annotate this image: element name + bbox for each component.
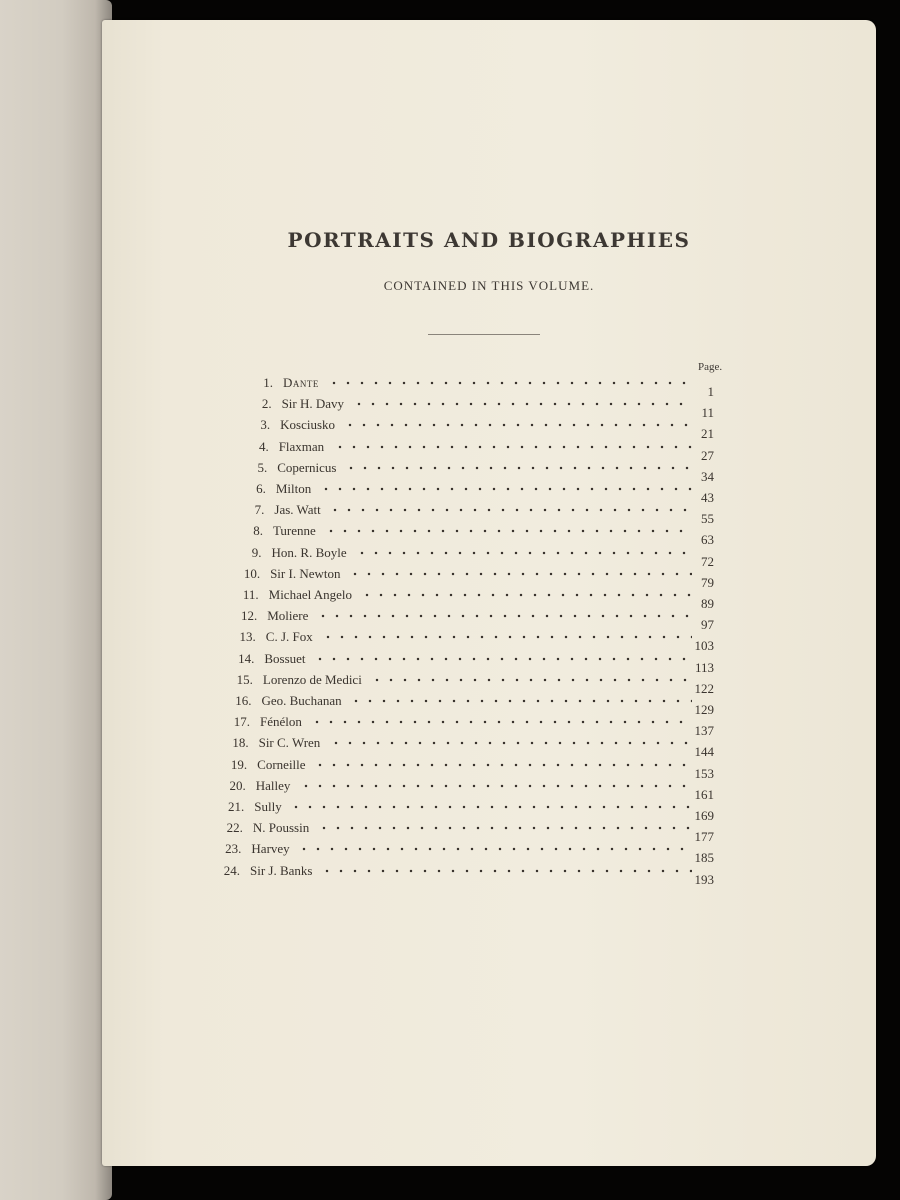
dot-leader xyxy=(313,655,692,663)
dot-leader xyxy=(299,782,692,790)
dot-leader xyxy=(313,761,692,769)
dot-leader xyxy=(317,824,692,832)
page-column-label: Page. xyxy=(698,361,723,373)
entry-number: 17. xyxy=(233,714,251,730)
entry-page-number: 193 xyxy=(694,871,714,887)
page-title: PORTRAITS AND BIOGRAPHIES xyxy=(287,228,691,252)
dot-leader xyxy=(320,867,692,875)
entry-page-number: 55 xyxy=(701,511,714,527)
entry-page-number: 1 xyxy=(707,384,714,399)
entry-name: Turenne xyxy=(272,523,316,539)
entry-number: 11. xyxy=(242,587,259,602)
previous-page-edge xyxy=(0,0,112,1200)
entry-name: Moliere xyxy=(267,608,309,624)
entry-number: 10. xyxy=(243,565,261,581)
contents-entry xyxy=(102,819,876,845)
dot-leader xyxy=(333,443,692,451)
entry-page-number: 34 xyxy=(701,468,714,484)
contents-entry xyxy=(102,650,876,675)
contents-entry xyxy=(102,628,876,654)
entry-number: 21. xyxy=(228,799,245,814)
entry-number: 20. xyxy=(229,777,246,793)
entry-number: 16. xyxy=(235,693,252,708)
entry-name: Sir H. Davy xyxy=(281,396,345,412)
entry-name: Bossuet xyxy=(264,650,306,666)
contents-entry xyxy=(102,544,876,569)
contents-entry xyxy=(102,734,876,760)
entry-page-number: 79 xyxy=(701,574,714,590)
entry-number: 6. xyxy=(256,481,266,496)
entry-name: Flaxman xyxy=(278,438,325,454)
entry-name: Fénélon xyxy=(260,714,302,730)
entry-page-number: 122 xyxy=(694,680,714,696)
dot-leader xyxy=(343,421,692,429)
entry-name: Sir I. Newton xyxy=(270,565,341,581)
contents-entry xyxy=(102,565,876,590)
entry-name: Geo. Buchanan xyxy=(261,693,342,708)
contents-entry xyxy=(102,501,876,527)
entry-name: Kosciusko xyxy=(280,417,336,433)
entry-page-number: 21 xyxy=(701,426,714,442)
dot-leader xyxy=(360,591,692,599)
entry-name: Jas. Watt xyxy=(274,502,321,518)
contents-entry xyxy=(102,692,876,717)
entry-number: 14. xyxy=(238,650,255,666)
contents-entry xyxy=(102,862,876,887)
contents-entry xyxy=(102,480,876,505)
entry-number: 22. xyxy=(226,820,243,836)
contents-entry xyxy=(102,586,876,611)
entry-name: Sully xyxy=(254,799,282,814)
entry-page-number: 144 xyxy=(694,744,714,760)
dot-leader xyxy=(321,633,692,641)
entry-number: 24. xyxy=(223,862,240,878)
dot-leader xyxy=(319,485,692,493)
entry-name: Milton xyxy=(275,481,312,496)
contents-entry xyxy=(102,607,876,633)
entry-number: 15. xyxy=(236,671,253,687)
entry-number: 3. xyxy=(260,417,271,433)
entry-number: 7. xyxy=(254,502,265,518)
entry-page-number: 89 xyxy=(701,596,714,611)
entry-page-number: 11 xyxy=(701,405,714,421)
entry-number: 2. xyxy=(261,396,272,412)
entry-page-number: 137 xyxy=(694,723,714,739)
contents-entry xyxy=(102,671,876,696)
entry-number: 9. xyxy=(251,544,262,560)
entry-number: 19. xyxy=(230,756,248,772)
entry-page-number: 97 xyxy=(701,617,714,633)
entry-name: Sir C. Wren xyxy=(258,735,321,751)
dot-leader xyxy=(370,676,692,684)
contents-entry xyxy=(102,713,876,739)
contents-entry xyxy=(102,416,876,442)
entry-page-number: 113 xyxy=(694,659,714,675)
entry-name: Hon. R. Boyle xyxy=(271,544,347,560)
page-subtitle: CONTAINED IN THIS VOLUME. xyxy=(383,278,595,293)
entry-name: C. J. Fox xyxy=(265,629,313,645)
contents-entry xyxy=(102,395,876,421)
dot-leader xyxy=(349,697,692,705)
entry-number: 1. xyxy=(263,375,273,390)
entry-page-number: 63 xyxy=(701,532,714,548)
entry-page-number: 169 xyxy=(694,808,714,823)
dot-leader xyxy=(324,527,692,535)
dot-leader xyxy=(310,718,692,726)
contents-list xyxy=(102,20,876,1166)
entry-number: 18. xyxy=(232,735,249,751)
book-page xyxy=(102,20,876,1166)
entry-page-number: 72 xyxy=(701,553,714,569)
entry-page-number: 43 xyxy=(701,490,714,505)
entry-number: 23. xyxy=(225,841,242,857)
dot-leader xyxy=(327,379,692,387)
entry-page-number: 27 xyxy=(701,447,714,463)
entry-page-number: 103 xyxy=(694,638,714,654)
entry-name: Corneille xyxy=(257,756,306,772)
entry-name: Dante xyxy=(283,375,319,390)
entry-name: Sir J. Banks xyxy=(250,862,313,878)
contents-entry xyxy=(102,777,876,802)
entry-number: 13. xyxy=(239,629,256,645)
contents-entry xyxy=(102,756,876,781)
entry-page-number: 153 xyxy=(694,765,714,781)
dot-leader xyxy=(344,464,692,472)
entry-name: Lorenzo de Medici xyxy=(262,671,362,687)
contents-entry xyxy=(102,840,876,866)
contents-entry xyxy=(102,522,876,548)
contents-entry xyxy=(102,374,876,399)
entry-number: 5. xyxy=(257,459,268,475)
entry-number: 4. xyxy=(258,438,269,454)
entry-page-number: 185 xyxy=(694,850,714,866)
entry-page-number: 161 xyxy=(694,786,714,802)
dot-leader xyxy=(289,803,692,811)
dot-leader xyxy=(352,400,692,408)
entry-name: Harvey xyxy=(251,841,290,857)
dot-leader xyxy=(329,739,692,747)
dot-leader xyxy=(348,570,692,578)
dot-leader xyxy=(355,549,692,557)
entry-name: Michael Angelo xyxy=(268,587,353,602)
entry-page-number: 129 xyxy=(694,702,714,717)
entry-number: 12. xyxy=(240,608,258,624)
entry-page-number: 177 xyxy=(694,829,714,845)
dot-leader xyxy=(297,845,692,853)
dot-leader xyxy=(316,612,692,620)
contents-entry xyxy=(102,438,876,463)
contents-entry xyxy=(102,798,876,823)
contents-entry xyxy=(102,459,876,484)
entry-name: N. Poussin xyxy=(252,820,310,836)
dot-leader xyxy=(328,506,692,514)
entry-name: Halley xyxy=(255,777,291,793)
entry-name: Copernicus xyxy=(277,459,337,475)
entry-number: 8. xyxy=(253,523,263,539)
